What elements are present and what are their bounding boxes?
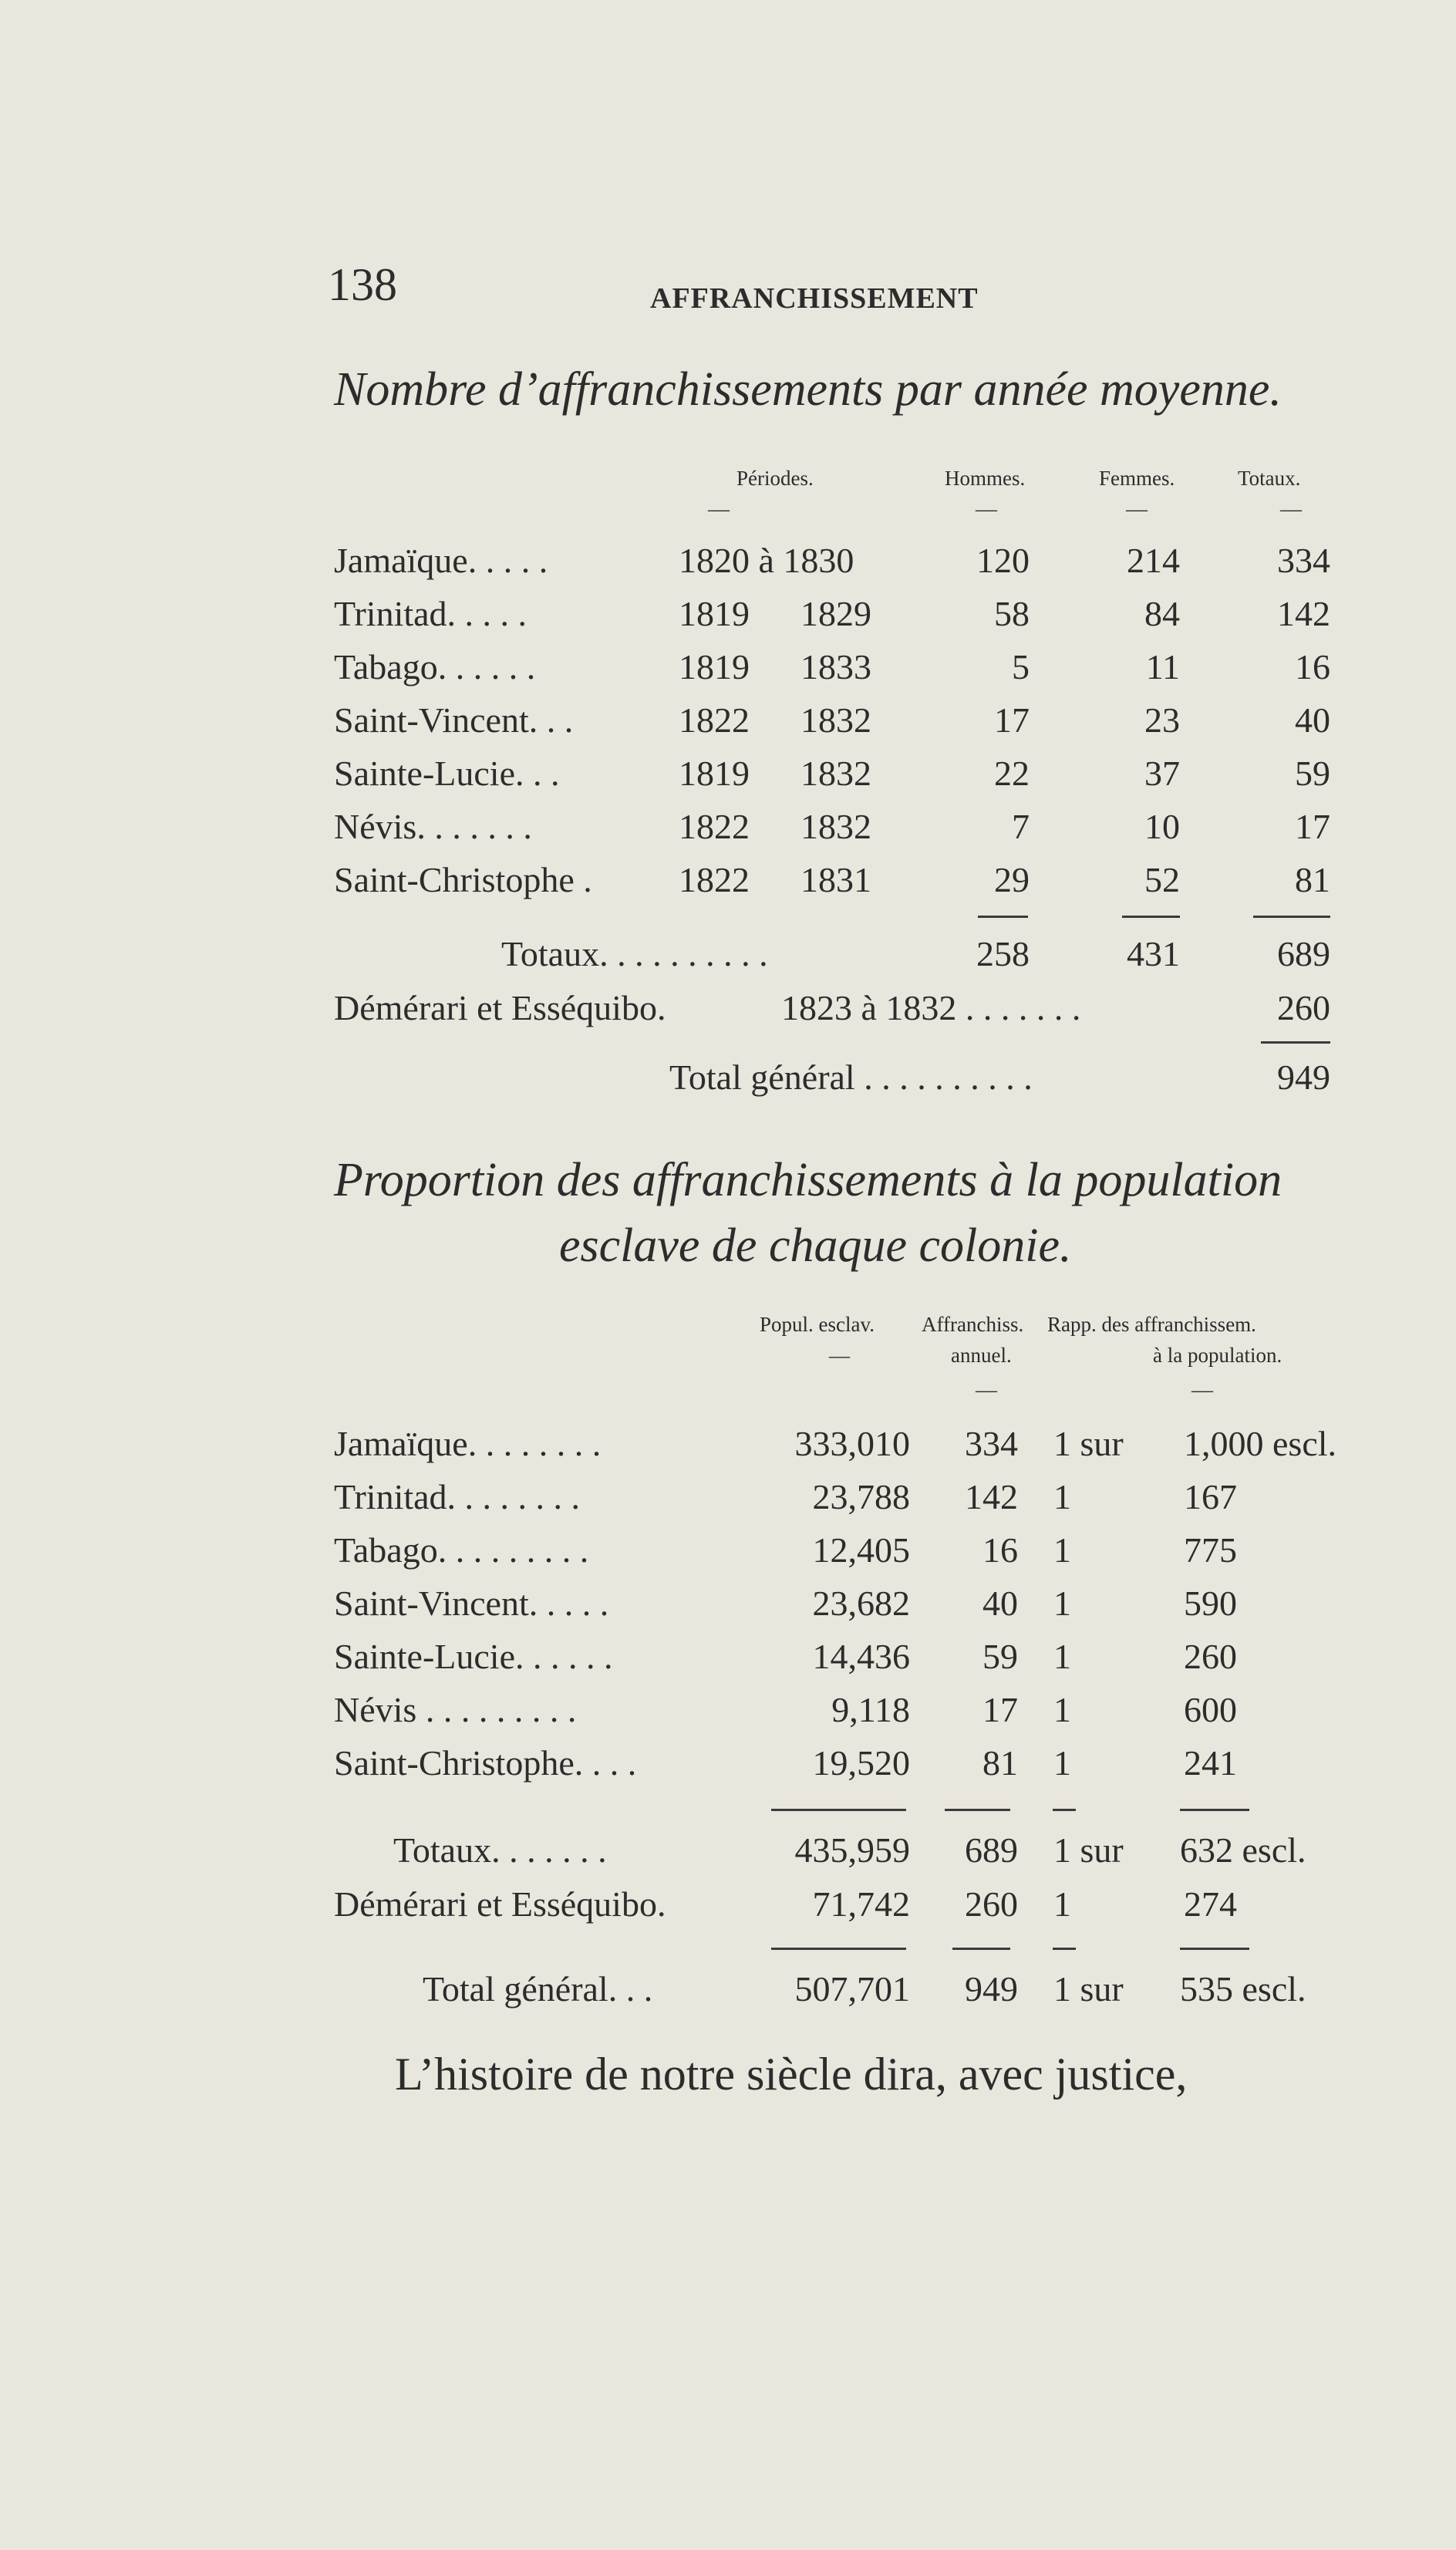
t1-row-total: 334 [1277,541,1330,580]
t2-rule [945,1809,1010,1811]
t1-row-men: 5 [1012,647,1030,686]
t2-row-aff: 334 [965,1424,1018,1463]
t1-rule [978,916,1028,918]
t2-rule [1180,1948,1249,1950]
t2-row-r1: 1 [1053,1743,1071,1783]
t2-row-r1: 1 [1053,1637,1071,1676]
t1-totals-women: 431 [1127,934,1180,973]
t1-row-men: 120 [976,541,1030,580]
t2-totals-r1: 1 sur [1053,1830,1124,1870]
t2-row-pop: 333,010 [794,1424,910,1463]
t2-row-r2: 590 [1184,1584,1237,1623]
t2-row-r2: 167 [1184,1477,1237,1516]
t2-demerari-aff: 260 [965,1884,1018,1924]
t2-grand-total-pop: 507,701 [794,1969,910,2009]
t2-rule [771,1948,906,1950]
t2-row-name: Trinitad. . . . . . . . [334,1477,581,1516]
t2-row-aff: 17 [982,1690,1018,1729]
t2-rule [771,1809,906,1811]
t1-dash: — [1280,498,1302,521]
t2-grand-total-r2: 535 escl. [1180,1969,1306,2009]
t2-totals-r2: 632 escl. [1180,1830,1306,1870]
t1-demerari-period: 1823 à 1832 . . . . . . . [781,988,1081,1027]
t2-row-r1: 1 [1053,1690,1071,1729]
t1-row-name: Névis. . . . . . . [334,807,532,846]
t1-dash: — [976,498,997,521]
t2-row-name: Sainte-Lucie. . . . . . [334,1637,613,1676]
t1-row-to: 1832 [800,700,871,740]
t1-row-from: 1820 à 1830 [679,541,854,580]
t2-row-name: Saint-Vincent. . . . . [334,1584,609,1623]
t2-row-pop: 19,520 [812,1743,910,1783]
t2-header-aff: Affranchiss. [922,1313,1024,1336]
t1-row-from: 1822 [679,860,750,899]
t1-dash: — [1126,498,1148,521]
t2-demerari-pop: 71,742 [812,1884,910,1924]
t1-row-women: 37 [1144,754,1180,793]
t2-header-aff2: annuel. [951,1344,1012,1367]
table2-title-line2: esclave de chaque colonie. [559,1219,1072,1272]
t1-row-women: 23 [1144,700,1180,740]
page-number: 138 [328,259,397,310]
t1-row-from: 1822 [679,700,750,740]
t2-header-rapp2: à la population. [1153,1344,1282,1367]
t1-row-women: 214 [1127,541,1180,580]
t2-grand-total-r1: 1 sur [1053,1969,1124,2009]
t1-row-name: Tabago. . . . . . [334,647,536,686]
t2-row-aff: 40 [982,1584,1018,1623]
t2-row-r1: 1 [1053,1477,1071,1516]
running-head: AFFRANCHISSEMENT [650,282,979,315]
t1-header-women: Femmes. [1099,467,1175,490]
t2-row-pop: 9,118 [831,1690,910,1729]
t2-demerari-label: Démérari et Esséquibo. [334,1884,666,1924]
t1-demerari-total: 260 [1277,988,1330,1027]
t2-rule [1053,1948,1076,1950]
t1-dash: — [708,498,730,521]
t1-row-name: Sainte-Lucie. . . [334,754,560,793]
t2-row-r1: 1 [1053,1530,1071,1570]
t1-totals-label: Totaux. . . . . . . . . . [501,934,768,973]
t1-row-women: 11 [1145,647,1180,686]
t2-totals-label: Totaux. . . . . . . [393,1830,607,1870]
t2-row-name: Saint-Christophe. . . . [334,1743,637,1783]
t2-demerari-r1: 1 [1053,1884,1071,1924]
t1-row-to: 1833 [800,647,871,686]
t1-grand-total-label: Total général . . . . . . . . . . [669,1057,1033,1097]
t1-row-to: 1832 [800,807,871,846]
t2-row-pop: 12,405 [812,1530,910,1570]
table1-title: Nombre d’affranchissements par année moyenne. [334,363,1282,416]
t2-dash: — [829,1344,850,1367]
t2-row-r2: 600 [1184,1690,1237,1729]
t2-row-pop: 23,682 [812,1584,910,1623]
t1-header-men: Hommes. [945,467,1026,490]
t1-row-from: 1819 [679,647,750,686]
t2-row-r2: 241 [1184,1743,1237,1783]
t1-row-men: 17 [994,700,1030,740]
t2-row-aff: 142 [965,1477,1018,1516]
t1-row-total: 17 [1295,807,1330,846]
t1-row-to: 1831 [800,860,871,899]
t2-header-rapp: Rapp. des affranchissem. [1047,1313,1256,1336]
t1-row-to: 1829 [800,594,871,633]
t1-row-total: 16 [1295,647,1330,686]
t2-row-r1: 1 [1053,1584,1071,1623]
t1-row-total: 142 [1277,594,1330,633]
t1-rule [1122,916,1180,918]
t1-demerari-label: Démérari et Esséquibo. [334,988,666,1027]
t2-row-aff: 59 [982,1637,1018,1676]
t1-grand-total: 949 [1277,1057,1330,1097]
t2-row-pop: 23,788 [812,1477,910,1516]
t1-row-from: 1819 [679,754,750,793]
t2-header-pop: Popul. esclav. [760,1313,875,1336]
t2-grand-total-aff: 949 [965,1969,1018,2009]
t1-row-men: 58 [994,594,1030,633]
t1-row-name: Trinitad. . . . . [334,594,527,633]
t2-dash: — [976,1378,997,1402]
t2-rule [1053,1809,1076,1811]
t1-row-to: 1832 [800,754,871,793]
t2-row-pop: 14,436 [812,1637,910,1676]
t1-row-from: 1819 [679,594,750,633]
t2-dash: — [1191,1378,1213,1402]
t1-rule [1253,916,1330,918]
t1-row-total: 40 [1295,700,1330,740]
t1-row-name: Jamaïque. . . . . [334,541,548,580]
t1-header-periods: Périodes. [736,467,814,490]
t2-totals-pop: 435,959 [794,1830,910,1870]
t1-row-total: 59 [1295,754,1330,793]
t1-row-men: 22 [994,754,1030,793]
t1-row-men: 29 [994,860,1030,899]
t2-row-r2: 775 [1184,1530,1237,1570]
t1-totals-total: 689 [1277,934,1330,973]
t1-row-women: 10 [1144,807,1180,846]
t1-header-totals: Totaux. [1238,467,1301,490]
t1-row-name: Saint-Vincent. . . [334,700,574,740]
t1-row-name: Saint-Christophe . [334,860,592,899]
t2-rule [952,1948,1010,1950]
closing-text: L’histoire de notre siècle dira, avec justice, [395,2049,1188,2100]
t2-row-aff: 81 [982,1743,1018,1783]
t2-grand-total-label: Total général. . . [423,1969,653,2009]
t1-row-from: 1822 [679,807,750,846]
t2-totals-aff: 689 [965,1830,1018,1870]
t2-row-aff: 16 [982,1530,1018,1570]
t1-row-men: 7 [1012,807,1030,846]
t2-demerari-r2: 274 [1184,1884,1237,1924]
t1-row-women: 52 [1144,860,1180,899]
t2-row-r1: 1 sur [1053,1424,1124,1463]
t1-rule [1261,1041,1330,1044]
t1-row-total: 81 [1295,860,1330,899]
t2-row-name: Jamaïque. . . . . . . . [334,1424,602,1463]
t2-row-r2: 1,000 escl. [1184,1424,1337,1463]
t1-row-women: 84 [1144,594,1180,633]
t2-row-name: Tabago. . . . . . . . . [334,1530,589,1570]
table2-title: Proportion des affranchissements à la population [334,1154,1282,1206]
t2-row-r2: 260 [1184,1637,1237,1676]
t1-totals-men: 258 [976,934,1030,973]
t2-rule [1180,1809,1249,1811]
t2-row-name: Névis . . . . . . . . . [334,1690,577,1729]
